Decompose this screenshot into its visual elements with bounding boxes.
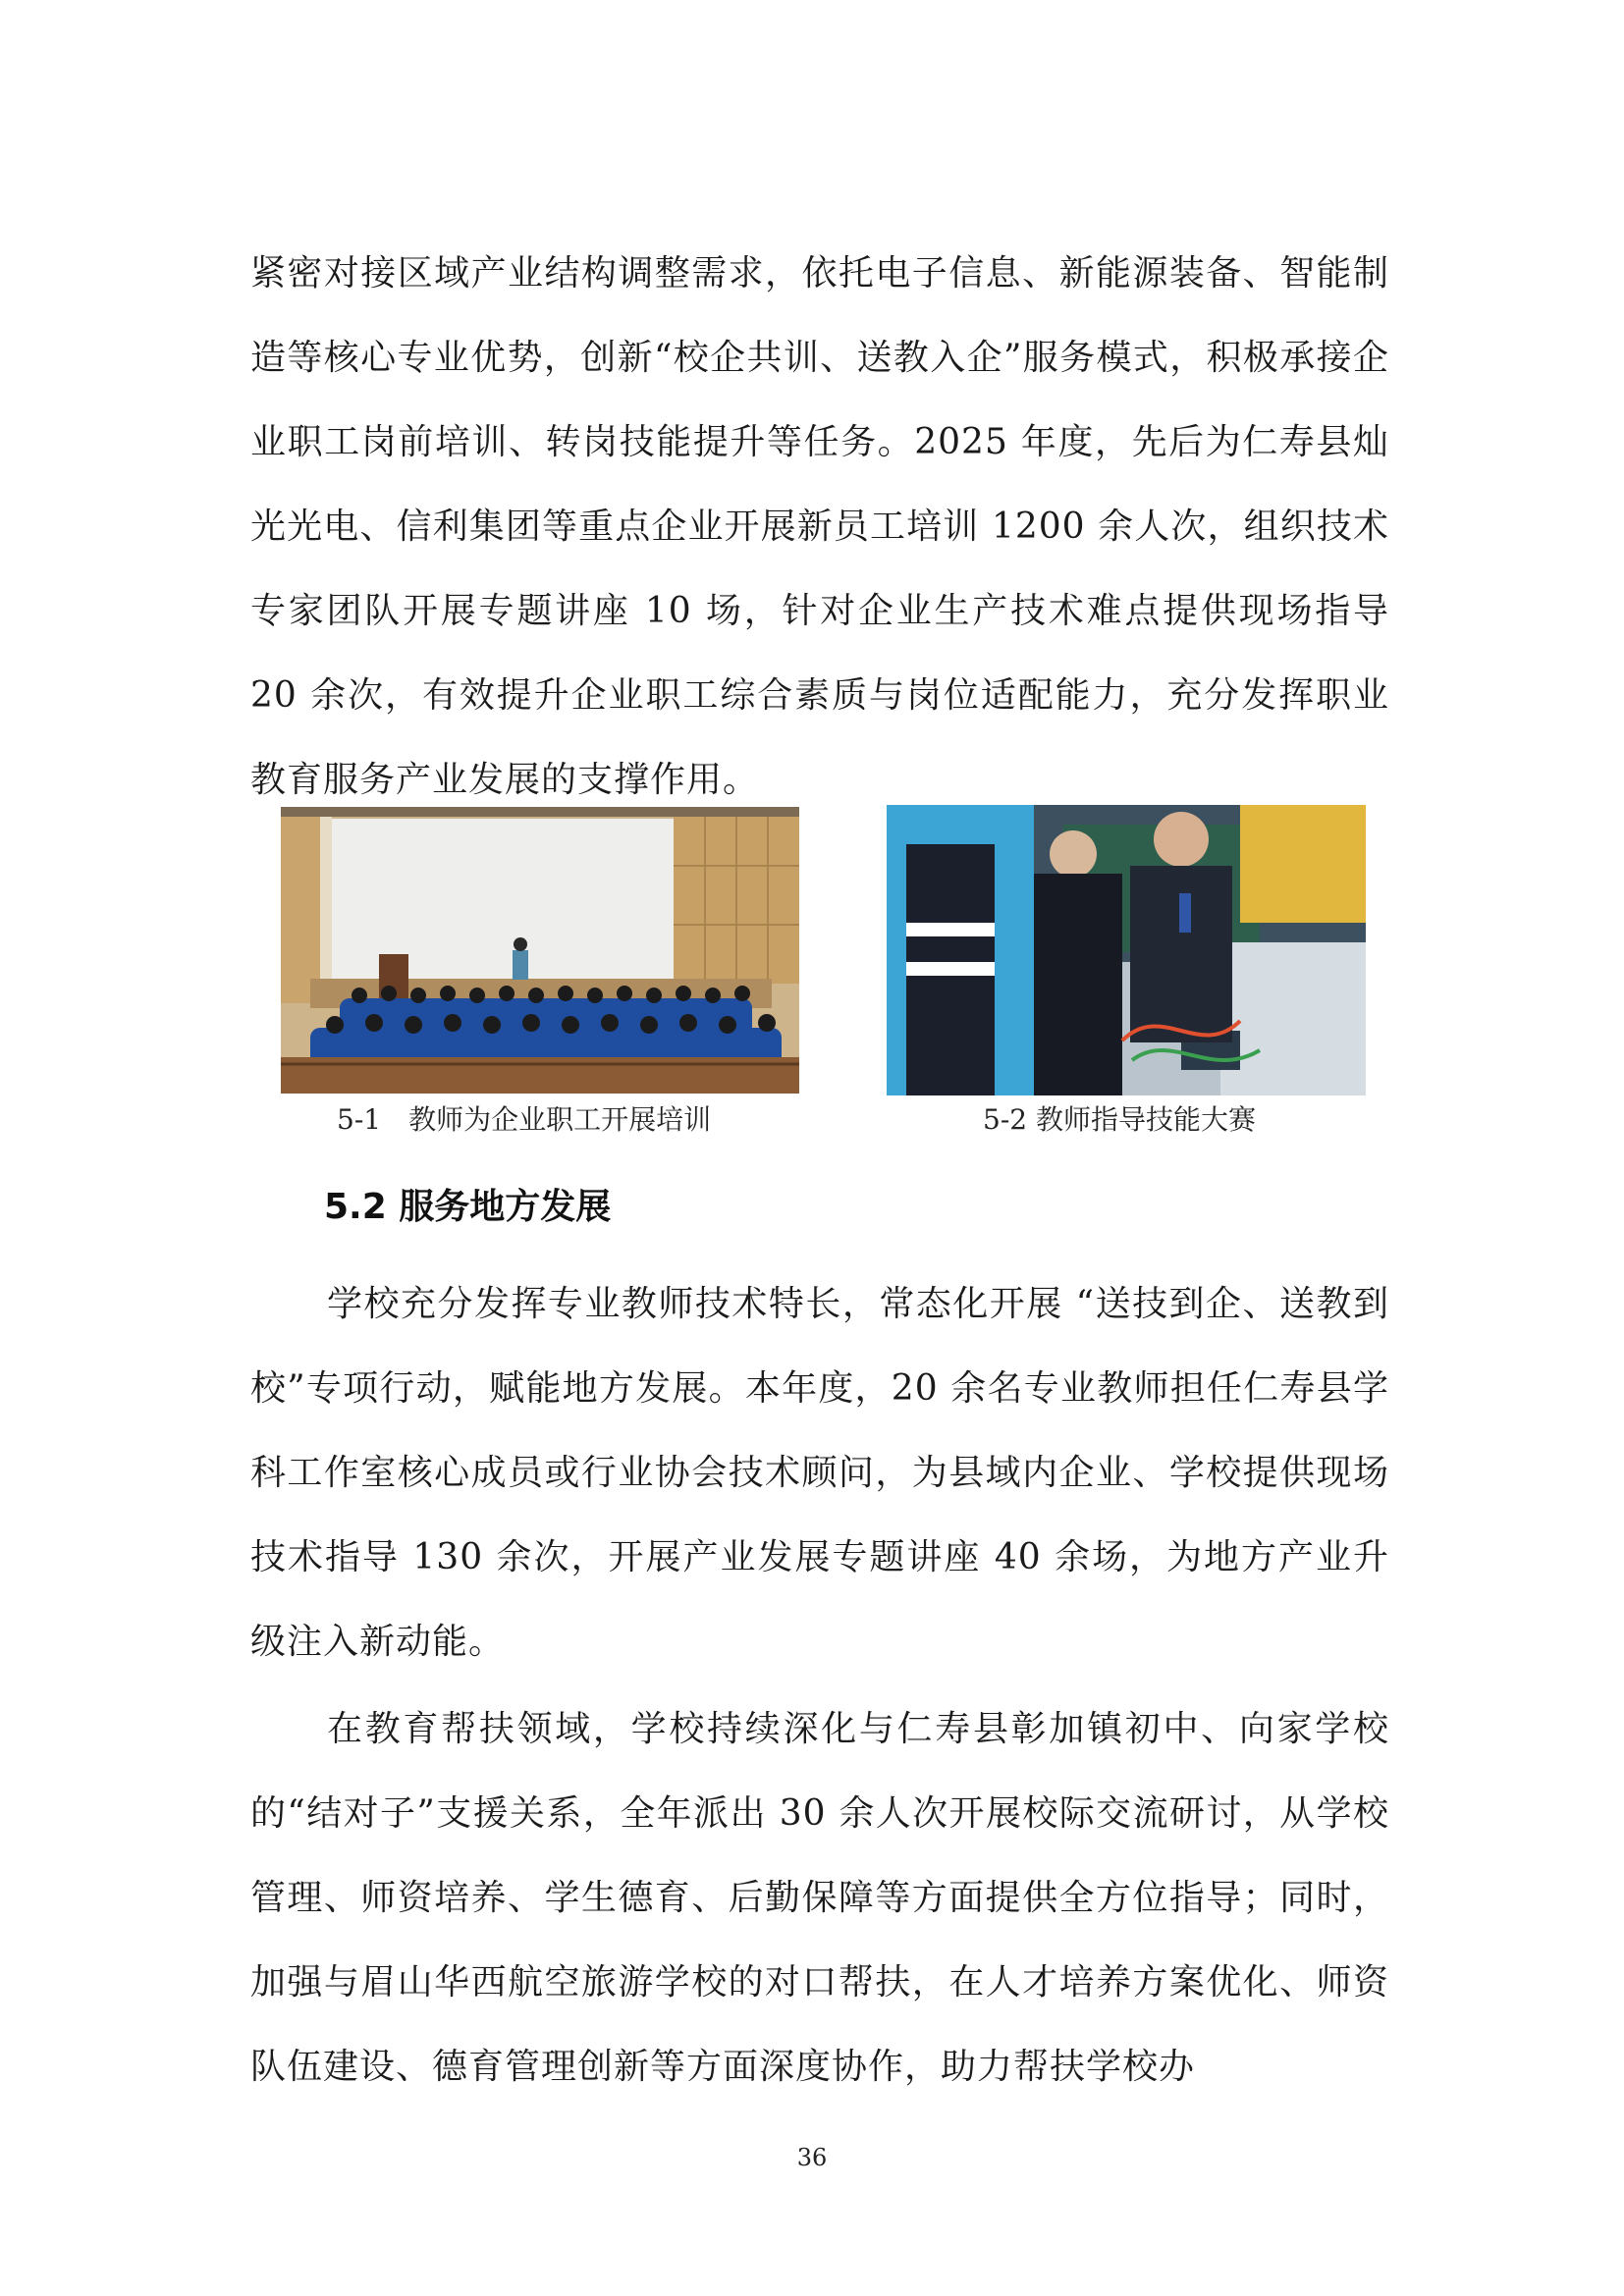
body-paragraph-2: 学校充分发挥专业教师技术特长，常态化开展 “送技到企、送教到校”专项行动，赋能地方发展。本年度，20 余名专业教师担任仁寿县学科工作室核心成员或行业协会技术顾问，为县域内企业、学校提供现场技术指导 130 余次，开展产业发展专题讲座 40 余场，为地方产业升级注入新动能。 xyxy=(250,1284,1389,1662)
body-paragraph-3: 在教育帮扶领域，学校持续深化与仁寿县彰加镇初中、向家学校的“结对子”支援关系，全年派出 30 余人次开展校际交流研讨，从学校管理、师资培养、学生德育、后勤保障等方面提供全方位指导；同时，加强与眉山华西航空旅游学校的对口帮扶，在人才培养方案优化、师资队伍建设、德育管理创新等方面深度协作，助力帮扶学校办 xyxy=(250,1709,1389,2087)
figure-caption-5-2: 5-2 教师指导技能大赛 xyxy=(983,1103,1256,1136)
figure-caption-5-1: 5-1 教师为企业职工开展培训 xyxy=(337,1103,712,1136)
section-heading: 5.2 服务地方发展 xyxy=(324,1186,612,1227)
body-paragraph-1: 紧密对接区域产业结构调整需求，依托电子信息、新能源装备、智能制造等核心专业优势，创新“校企共训、送教入企”服务模式，积极承接企业职工岗前培训、转岗技能提升等任务。2025 年度，先后为仁寿县灿光光电、信利集团等重点企业开展新员工培训 1200 余人次，组织技术专家团队开展专题讲座 10 场，针对企业生产技术难点提供现场指导 20 余次，有效提升企业职工综合素质与岗位适配能力，充分发挥职业教育服务产业发展的支撑作用。 xyxy=(250,253,1389,800)
skills-competition-photo xyxy=(887,805,1366,1095)
page-number: 36 xyxy=(796,2144,828,2171)
training-photo xyxy=(281,807,799,1094)
